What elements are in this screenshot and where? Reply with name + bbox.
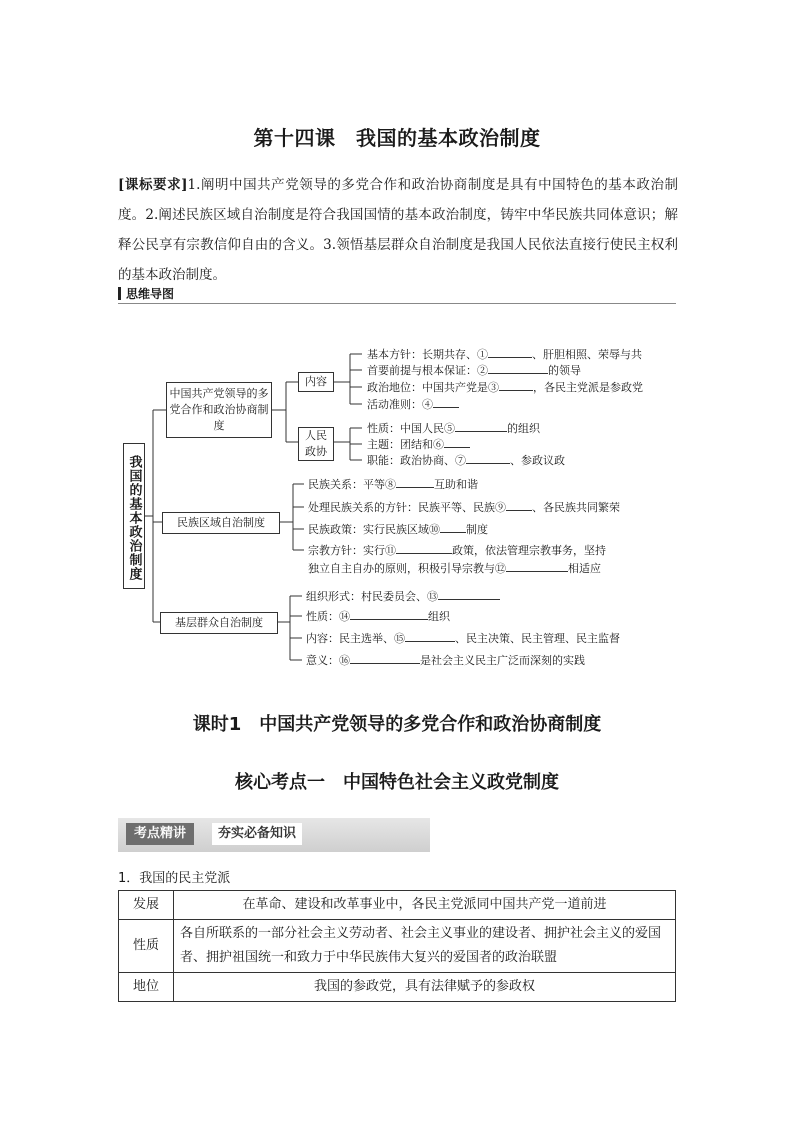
requirements-label: [课标要求] xyxy=(118,177,188,193)
leaf-item: 独立自主自办的原则，积极引导宗教与⑫ 相适应 xyxy=(308,562,601,575)
branch-multiparty-cooperation: 中国共产党领导的多党合作和政治协商制度 xyxy=(166,382,272,438)
leaf-item: 基本方针：长期共存、① 、肝胆相照、荣辱与共 xyxy=(367,348,642,361)
fill-blank[interactable] xyxy=(444,437,470,448)
leaf-item: 处理民族关系的方针：民族平等、民族⑨ 、各民族共同繁荣 xyxy=(308,501,620,514)
kaodian-banner xyxy=(118,818,430,852)
row-value: 在革命、建设和改革事业中，各民主党派同中国共产党一道前进 xyxy=(174,891,676,920)
row-value: 各自所联系的一部分社会主义劳动者、社会主义事业的建设者、拥护社会主义的爱国者、拥护祖国统一和致力于中华民族伟大复兴的爱国者的政治联盟 xyxy=(174,920,676,973)
row-key: 发展 xyxy=(119,891,174,920)
democratic-parties-table xyxy=(118,890,676,1002)
leaf-item: 职能：政治协商、⑦ 、参政议政 xyxy=(367,454,565,467)
lesson-title: 课时1 中国共产党领导的多党合作和政治协商制度 xyxy=(192,714,602,735)
section-heading: 1．我国的民主党派 xyxy=(118,871,231,886)
leaf-item: 意义：⑯ 是社会主义民主广泛而深刻的实践 xyxy=(306,654,585,667)
fill-blank[interactable] xyxy=(466,453,510,464)
leaf-item: 主题：团结和⑥ xyxy=(367,437,470,452)
requirements-text: 1.阐明中国共产党领导的多党合作和政治协商制度是具有中国特色的基本政治制度。2.阐述民族区域自治制度是符合我国国情的基本政治制度，铸牢中华民族共同体意识；解释公民享有宗教信仰自由的含义。3.领悟基层群众自治制度是我国人民依法直接行使民主权利的基本政治制度。 xyxy=(118,177,678,283)
fill-blank[interactable] xyxy=(350,653,420,664)
fill-blank[interactable] xyxy=(396,543,452,554)
leaf-item: 政治地位：中国共产党是③ ，各民主党派是参政党 xyxy=(367,381,643,394)
fill-blank[interactable] xyxy=(440,522,466,533)
fill-blank[interactable] xyxy=(506,561,568,572)
fill-blank[interactable] xyxy=(405,631,455,642)
table-row xyxy=(119,891,676,920)
branch-grassroots-autonomy: 基层群众自治制度 xyxy=(160,612,278,634)
leaf-item: 性质：⑭ 组织 xyxy=(306,610,450,623)
kaodian-sub: 夯实必备知识 xyxy=(212,823,302,845)
leaf-item: 内容：民主选举、⑮ 、民主决策、民主管理、民主监督 xyxy=(306,632,620,645)
leaf-item: 民族政策：实行民族区域⑩ 制度 xyxy=(308,523,488,536)
fill-blank[interactable] xyxy=(488,363,548,374)
leaf-item: 民族关系：平等⑧ 互助和谐 xyxy=(308,478,478,491)
fill-blank[interactable] xyxy=(350,609,428,620)
fill-blank[interactable] xyxy=(499,380,533,391)
leaf-item: 首要前提与根本保证：② 的领导 xyxy=(367,364,581,377)
branch-ethnic-autonomy: 民族区域自治制度 xyxy=(162,512,280,534)
sub-cppcc: 人民政协 xyxy=(298,427,334,461)
sub-content: 内容 xyxy=(298,372,334,392)
page-title: 第十四课 我国的基本政治制度 xyxy=(253,126,541,150)
fill-blank[interactable] xyxy=(433,397,459,408)
fill-blank[interactable] xyxy=(438,589,500,600)
fill-blank[interactable] xyxy=(488,347,532,358)
row-key: 性质 xyxy=(119,920,174,973)
mind-map-root: 我国的基本政治制度 xyxy=(123,443,145,589)
core-topic-title: 核心考点一 中国特色社会主义政党制度 xyxy=(235,772,559,793)
fill-blank[interactable] xyxy=(506,500,532,511)
leaf-item: 组织形式：村民委员会、⑬ xyxy=(306,589,500,604)
fill-blank[interactable] xyxy=(455,421,507,432)
table-row xyxy=(119,920,676,973)
leaf-item: 性质：中国人民⑤ 的组织 xyxy=(367,422,540,435)
row-key: 地位 xyxy=(119,973,174,1002)
leaf-item: 宗教方针：实行⑪ 政策，依法管理宗教事务，坚持 xyxy=(308,544,606,557)
mind-map-header-label: 思维导图 xyxy=(126,287,175,301)
kaodian-tag: 考点精讲 xyxy=(126,823,194,845)
table-row xyxy=(119,973,676,1002)
fill-blank[interactable] xyxy=(396,477,434,488)
row-value: 我国的参政党，具有法律赋予的参政权 xyxy=(174,973,676,1002)
leaf-item: 活动准则：④ xyxy=(367,397,459,412)
